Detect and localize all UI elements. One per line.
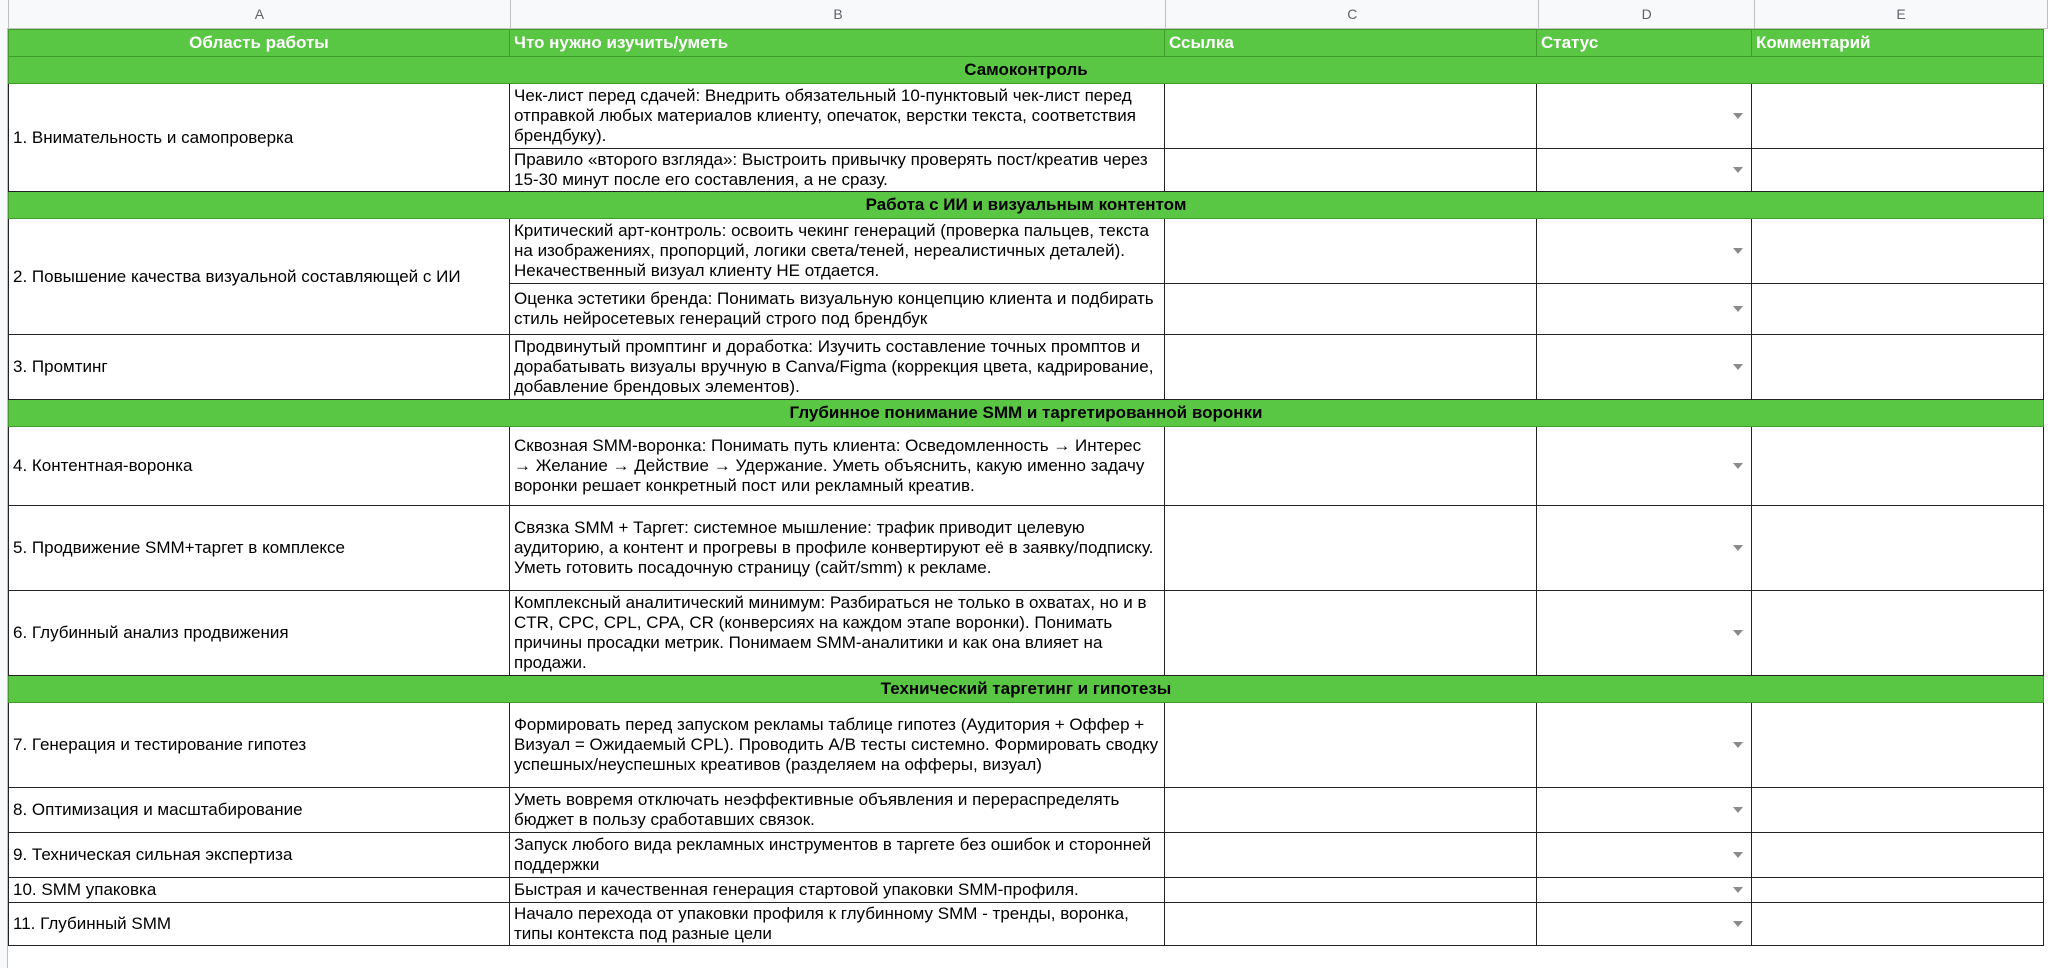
- status-cell[interactable]: [1537, 335, 1752, 400]
- comment-cell[interactable]: [1752, 427, 2044, 506]
- table-row: [9, 591, 2044, 676]
- dropdown-arrow-icon[interactable]: [1733, 167, 1743, 173]
- section-title[interactable]: Работа с ИИ и визуальным контентом: [9, 192, 2044, 219]
- area-cell[interactable]: 4. Контентная-воронка: [9, 427, 510, 506]
- area-cell[interactable]: 1. Внимательность и самопроверка: [9, 84, 510, 192]
- column-header-a[interactable]: A: [9, 0, 511, 28]
- status-cell[interactable]: [1537, 149, 1752, 192]
- section-row: [9, 676, 2044, 703]
- link-cell[interactable]: [1165, 591, 1537, 676]
- learn-cell[interactable]: Связка SMM + Таргет: системное мышление: трафик приводит целевую аудиторию, а контент и прогревы в профиле конвертируют её в заявку/подписку. Уметь готовить посадочную страницу (сайт/smm) к рекламе.: [510, 506, 1165, 591]
- table-row: [9, 788, 2044, 833]
- link-cell[interactable]: [1165, 903, 1537, 946]
- area-cell[interactable]: 10. SMM упаковка: [9, 878, 510, 903]
- dropdown-arrow-icon[interactable]: [1733, 887, 1743, 893]
- link-cell[interactable]: [1165, 427, 1537, 506]
- comment-cell[interactable]: [1752, 84, 2044, 149]
- learn-cell[interactable]: Формировать перед запуском рекламы таблице гипотез (Аудитория + Оффер + Визуал = Ожидаемый CPL). Проводить A/B тесты системно. Формировать сводку успешных/неуспешных креативов (разделяем на офферы, визуал): [510, 703, 1165, 788]
- table-row: [9, 219, 2044, 284]
- dropdown-arrow-icon[interactable]: [1733, 921, 1743, 927]
- table-row: [9, 84, 2044, 149]
- section-title[interactable]: Технический таргетинг и гипотезы: [9, 676, 2044, 703]
- table-row: [9, 335, 2044, 400]
- status-cell[interactable]: [1537, 703, 1752, 788]
- comment-cell[interactable]: [1752, 878, 2044, 903]
- link-cell[interactable]: [1165, 833, 1537, 878]
- header-row: [9, 30, 2044, 57]
- table-row: [9, 903, 2044, 946]
- learn-cell[interactable]: Правило «второго взгляда»: Выстроить привычку проверять пост/креатив через 15-30 минут после его составления, а не сразу.: [510, 149, 1165, 192]
- learn-cell[interactable]: Запуск любого вида рекламных инструментов в таргете без ошибок и сторонней поддержки: [510, 833, 1165, 878]
- dropdown-arrow-icon[interactable]: [1733, 742, 1743, 748]
- column-header-d[interactable]: D: [1539, 0, 1755, 28]
- learn-cell[interactable]: Оценка эстетики бренда: Понимать визуальную концепцию клиента и подбирать стиль нейросетевых генераций строго под брендбук: [510, 284, 1165, 335]
- table-row: [9, 703, 2044, 788]
- status-cell[interactable]: [1537, 219, 1752, 284]
- link-cell[interactable]: [1165, 878, 1537, 903]
- column-header-c[interactable]: C: [1166, 0, 1539, 28]
- dropdown-arrow-icon[interactable]: [1733, 248, 1743, 254]
- table-row: [9, 878, 2044, 903]
- status-cell[interactable]: [1537, 788, 1752, 833]
- section-row: [9, 57, 2044, 84]
- column-header-e[interactable]: E: [1755, 0, 2048, 28]
- link-cell[interactable]: [1165, 149, 1537, 192]
- link-cell[interactable]: [1165, 788, 1537, 833]
- area-cell[interactable]: 5. Продвижение SMM+таргет в комплексе: [9, 506, 510, 591]
- data-grid: [8, 29, 2044, 946]
- learn-cell[interactable]: Уметь вовремя отключать неэффективные объявления и перераспределять бюджет в пользу сработавших связок.: [510, 788, 1165, 833]
- column-header-b[interactable]: B: [511, 0, 1167, 28]
- dropdown-arrow-icon[interactable]: [1733, 852, 1743, 858]
- link-cell[interactable]: [1165, 84, 1537, 149]
- area-cell[interactable]: 9. Техническая сильная экспертиза: [9, 833, 510, 878]
- header-status[interactable]: Статус: [1537, 30, 1752, 57]
- status-cell[interactable]: [1537, 833, 1752, 878]
- header-learn[interactable]: Что нужно изучить/уметь: [510, 30, 1165, 57]
- link-cell[interactable]: [1165, 284, 1537, 335]
- learn-cell[interactable]: Быстрая и качественная генерация стартовой упаковки SMM-профиля.: [510, 878, 1165, 903]
- header-area[interactable]: Область работы: [9, 30, 510, 57]
- section-title[interactable]: Самоконтроль: [9, 57, 2044, 84]
- dropdown-arrow-icon[interactable]: [1733, 630, 1743, 636]
- comment-cell[interactable]: [1752, 149, 2044, 192]
- link-cell[interactable]: [1165, 506, 1537, 591]
- dropdown-arrow-icon[interactable]: [1733, 306, 1743, 312]
- area-cell[interactable]: 3. Промтинг: [9, 335, 510, 400]
- table-row: [9, 833, 2044, 878]
- status-cell[interactable]: [1537, 878, 1752, 903]
- comment-cell[interactable]: [1752, 335, 2044, 400]
- comment-cell[interactable]: [1752, 833, 2044, 878]
- section-row: [9, 192, 2044, 219]
- area-cell[interactable]: 6. Глубинный анализ продвижения: [9, 591, 510, 676]
- select-all-corner[interactable]: [0, 0, 9, 28]
- learn-cell[interactable]: Начало перехода от упаковки профиля к глубинному SMM - тренды, воронка, типы контекста под разные цели: [510, 903, 1165, 946]
- learn-cell[interactable]: Чек-лист перед сдачей: Внедрить обязательный 10-пунктовый чек-лист перед отправкой любых материалов клиенту, опечаток, верстки текста, соответствия брендбуку).: [510, 84, 1165, 149]
- dropdown-arrow-icon[interactable]: [1733, 545, 1743, 551]
- comment-cell[interactable]: [1752, 591, 2044, 676]
- learn-cell[interactable]: Продвинутый промптинг и доработка: Изучить составление точных промптов и дорабатывать визуалы вручную в Canva/Figma (коррекция цвета, кадрирование, добавление брендовых элементов).: [510, 335, 1165, 400]
- status-cell[interactable]: [1537, 427, 1752, 506]
- status-cell[interactable]: [1537, 591, 1752, 676]
- dropdown-arrow-icon[interactable]: [1733, 807, 1743, 813]
- table-row: [9, 506, 2044, 591]
- link-cell[interactable]: [1165, 703, 1537, 788]
- comment-cell[interactable]: [1752, 219, 2044, 284]
- learn-cell[interactable]: Сквозная SMM-воронка: Понимать путь клиента: Осведомленность → Интерес → Желание → Действие → Удержание. Уметь объяснить, какую именно задачу воронки решает конкретный пост или рекламный креатив.: [510, 427, 1165, 506]
- area-cell[interactable]: 8. Оптимизация и масштабирование: [9, 788, 510, 833]
- area-cell[interactable]: 11. Глубинный SMM: [9, 903, 510, 946]
- comment-cell[interactable]: [1752, 284, 2044, 335]
- dropdown-arrow-icon[interactable]: [1733, 113, 1743, 119]
- link-cell[interactable]: [1165, 219, 1537, 284]
- comment-cell[interactable]: [1752, 903, 2044, 946]
- section-title[interactable]: Глубинное понимание SMM и таргетированной воронки: [9, 400, 2044, 427]
- comment-cell[interactable]: [1752, 506, 2044, 591]
- status-cell[interactable]: [1537, 84, 1752, 149]
- learn-cell[interactable]: Критический арт-контроль: освоить чекинг генераций (проверка пальцев, текста на изображениях, пропорций, логики света/теней, нереалистичных деталей). Некачественный визуал клиенту НЕ отдается.: [510, 219, 1165, 284]
- area-cell[interactable]: 2. Повышение качества визуальной составляющей с ИИ: [9, 219, 510, 335]
- table-row: [9, 427, 2044, 506]
- dropdown-arrow-icon[interactable]: [1733, 463, 1743, 469]
- learn-cell[interactable]: Комплексный аналитический минимум: Разбираться не только в охватах, но и в CTR, CPC, CPL, CPA, CR (конверсиях на каждом этапе воронки). Понимать причины просадки метрик. Понимаем SMM-аналитики и как она влияет на продажи.: [510, 591, 1165, 676]
- header-link[interactable]: Ссылка: [1165, 30, 1537, 57]
- section-row: [9, 400, 2044, 427]
- area-cell[interactable]: 7. Генерация и тестирование гипотез: [9, 703, 510, 788]
- status-cell[interactable]: [1537, 284, 1752, 335]
- dropdown-arrow-icon[interactable]: [1733, 364, 1743, 370]
- column-header-row: [0, 0, 2048, 29]
- row-header-strip: [0, 28, 8, 968]
- comment-cell[interactable]: [1752, 703, 2044, 788]
- comment-cell[interactable]: [1752, 788, 2044, 833]
- link-cell[interactable]: [1165, 335, 1537, 400]
- header-comment[interactable]: Комментарий: [1752, 30, 2044, 57]
- status-cell[interactable]: [1537, 506, 1752, 591]
- status-cell[interactable]: [1537, 903, 1752, 946]
